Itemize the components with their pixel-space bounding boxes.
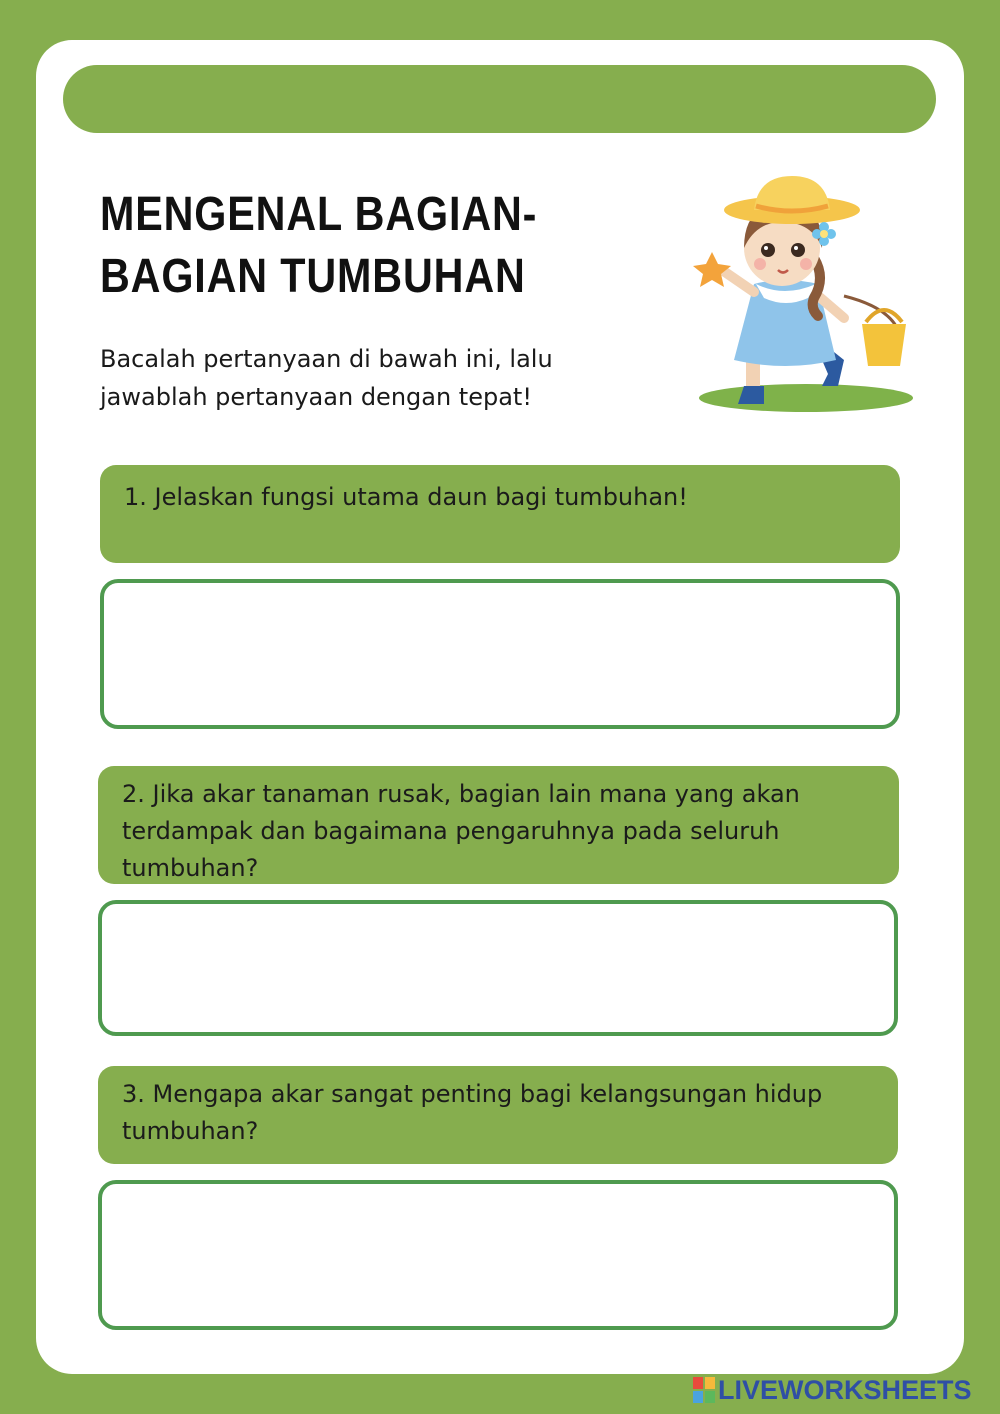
answer-box-3[interactable] <box>98 1180 898 1330</box>
answer-input-1[interactable] <box>104 583 896 725</box>
answer-input-3[interactable] <box>102 1184 894 1326</box>
header-bar <box>63 65 936 133</box>
answer-input-2[interactable] <box>102 904 894 1032</box>
answer-box-1[interactable] <box>100 579 900 729</box>
worksheet-title: MENGENAL BAGIAN-BAGIAN TUMBUHAN <box>100 188 538 303</box>
question-2: 2. Jika akar tanaman rusak, bagian lain mana yang akan terdampak dan bagaimana pengaruhnya pada seluruh tumbuhan? <box>98 766 899 884</box>
question-1: 1. Jelaskan fungsi utama daun bagi tumbuhan! <box>100 465 900 563</box>
liveworksheets-mark-icon <box>693 1377 715 1403</box>
question-3: 3. Mengapa akar sangat penting bagi kelangsungan hidup tumbuhan? <box>98 1066 898 1164</box>
logo-text: LIVEWORKSHEETS <box>718 1374 972 1405</box>
instruction-text: Bacalah pertanyaan di bawah ini, lalu jawablah pertanyaan dengan tepat! <box>100 345 553 411</box>
answer-box-2[interactable] <box>98 900 898 1036</box>
girl-with-star-and-bucket-icon <box>684 166 916 416</box>
liveworksheets-logo[interactable] <box>693 1373 972 1407</box>
